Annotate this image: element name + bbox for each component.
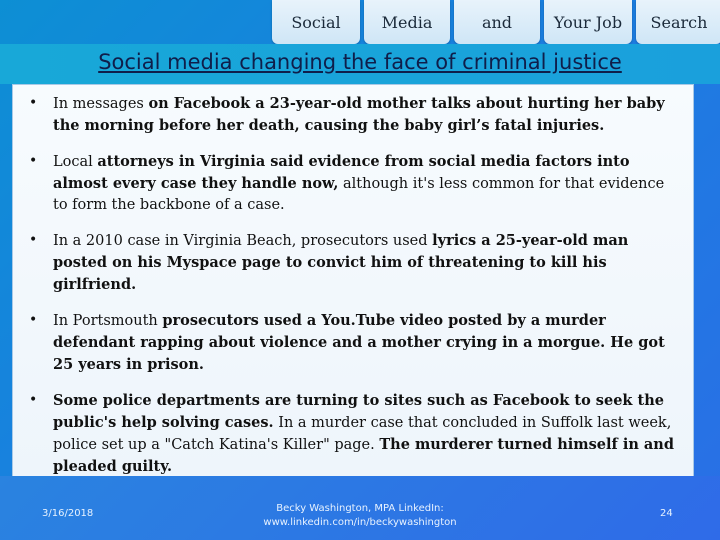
bullet-item	[25, 151, 683, 216]
bullet-text-segment: The murderer turned himself in and pleaded guilty.	[53, 436, 674, 475]
bullet-text-segment: Local	[53, 154, 98, 170]
tab-and[interactable]: and	[454, 0, 540, 44]
tab-search[interactable]: Search	[636, 0, 720, 44]
bullet-item	[25, 310, 683, 376]
bullet-item	[25, 230, 683, 296]
bullet-text-segment: Some police departments are turning to sites such as Facebook to seek the public's help solving cases.	[53, 392, 664, 431]
bullet-item	[25, 390, 683, 478]
bullet-dot-icon: •	[29, 95, 38, 111]
bullet-item	[25, 93, 683, 137]
footer-credit-line2: www.linkedin.com/in/beckywashington	[263, 517, 457, 528]
bullet-text-segment: lyrics a 25-year-old man posted on his Myspace page to convict him of threatening to kill his girlfriend.	[53, 232, 629, 293]
tab-media[interactable]: Media	[364, 0, 450, 44]
bullet-text-segment: In Portsmouth	[53, 313, 163, 329]
tab-your-job[interactable]: Your Job	[544, 0, 632, 44]
footer-credit	[240, 502, 480, 530]
bullet-text-segment: although it's less common for that evidence to form the backbone of a case.	[53, 176, 665, 213]
footer-date: 3/16/2018	[42, 508, 94, 519]
bullet-text-segment: on Facebook a 23-year-old mother talks about hurting her baby the morning before her death, causing the baby girl’s fatal injuries.	[53, 95, 665, 134]
bullet-text-segment: attorneys in Virginia said evidence from social media factors into almost every case they handle now,	[53, 153, 630, 192]
bullet-text-segment: In a 2010 case in Virginia Beach, prosecutors used	[53, 233, 433, 249]
footer-credit-line1: Becky Washington, MPA LinkedIn:	[276, 503, 444, 514]
top-tabs	[272, 0, 720, 44]
tab-social[interactable]: Social	[272, 0, 360, 44]
bullet-text-segment: In a murder case that concluded in Suffolk last week, police set up a "Catch Katina's Killer" page.	[53, 415, 672, 453]
bullet-text-segment: prosecutors used a You.Tube video posted by a murder defendant rapping about violence and a mother crying in a morgue. He got 25 years in prison.	[53, 312, 665, 373]
slide-title: Social media changing the face of criminal justice	[98, 50, 622, 74]
bullet-dot-icon: •	[29, 153, 38, 169]
bullet-text-segment: In messages	[53, 96, 149, 112]
bullet-dot-icon: •	[29, 312, 38, 328]
bullet-dot-icon: •	[29, 392, 38, 408]
bullet-dot-icon: •	[29, 232, 38, 248]
bullet-list	[13, 85, 693, 478]
page-number: 24	[660, 508, 673, 519]
content-panel	[12, 84, 694, 478]
